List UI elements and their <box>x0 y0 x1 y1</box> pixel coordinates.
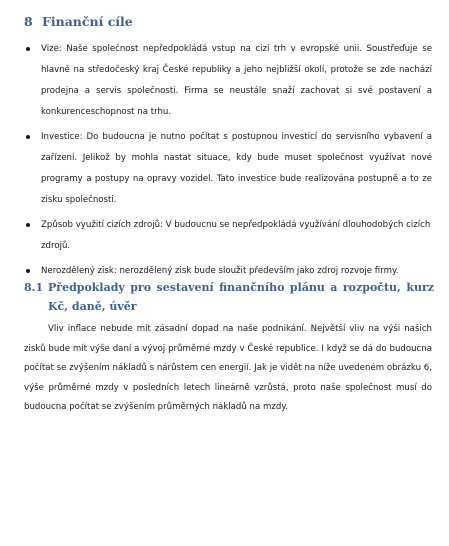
list-item <box>24 39 432 123</box>
bullet-icon <box>26 223 30 227</box>
section-title: Finanční cíle <box>42 14 133 29</box>
subsection-heading <box>24 278 434 316</box>
list-item <box>24 215 432 257</box>
bullet-icon <box>26 47 30 51</box>
bullet-text-vision: Vize: Naše společnost nepředpokládá vstup na cizí trh v evropské unii. Soustřeďuje se hlavně na středočeský kraj České republiky a jeho nejbližší okolí, protože se zde nachází prodejna a servis společnosti. Firma se neustále snaží zachovat si své postavení a konkurenceschopnost na trhu. <box>41 44 432 117</box>
section-heading <box>24 14 133 29</box>
bullet-text-retained-profit: Nerozdělený zisk: nerozdělený zisk bude sloužit především jako zdroj rozvoje firmy. <box>41 266 399 276</box>
list-item <box>24 127 432 211</box>
bullet-icon <box>26 135 30 139</box>
bullet-list <box>24 39 432 286</box>
section-number: 8 <box>24 14 33 29</box>
bullet-text-investment: Investice: Do budoucna je nutno počítat s postupnou investicí do servisního vybavení a zařízení. Jelikož by mohla nastat situace, kdy bude muset společnost využívat nové programy a postupy na opravy vozidel. Tato investice bude realizována postupně a to ze zisku společnosti. <box>41 132 432 205</box>
body-paragraph: Vliv inflace nebude mít zásadní dopad na naše podnikání. Největší vliv na výši našich zisků bude mít výše daní a vývoj průměrné mzdy v České republice. I když se dá do budoucna počítat se zvýšením nákladů s nárůstem cen energií. Jak je vidět na níže uvedeném obrázku 6, výše průměrné mzdy v posledních letech lineárně vzrůstá, proto naše společnost musí do budoucna počítat se zvýšením průměrných nákladů na mzdy. <box>24 324 432 412</box>
subsection-title: Předpoklady pro sestavení finančního plánu a rozpočtu, kurz Kč, daně, úvěr <box>48 281 434 313</box>
subsection-number: 8.1 <box>24 281 44 294</box>
bullet-text-external-funding: Způsob využití cizích zdrojů: V budoucnu se nepředpokládá využívání dlouhodobých cizích zdrojů. <box>41 220 431 251</box>
bullet-icon <box>26 269 30 273</box>
